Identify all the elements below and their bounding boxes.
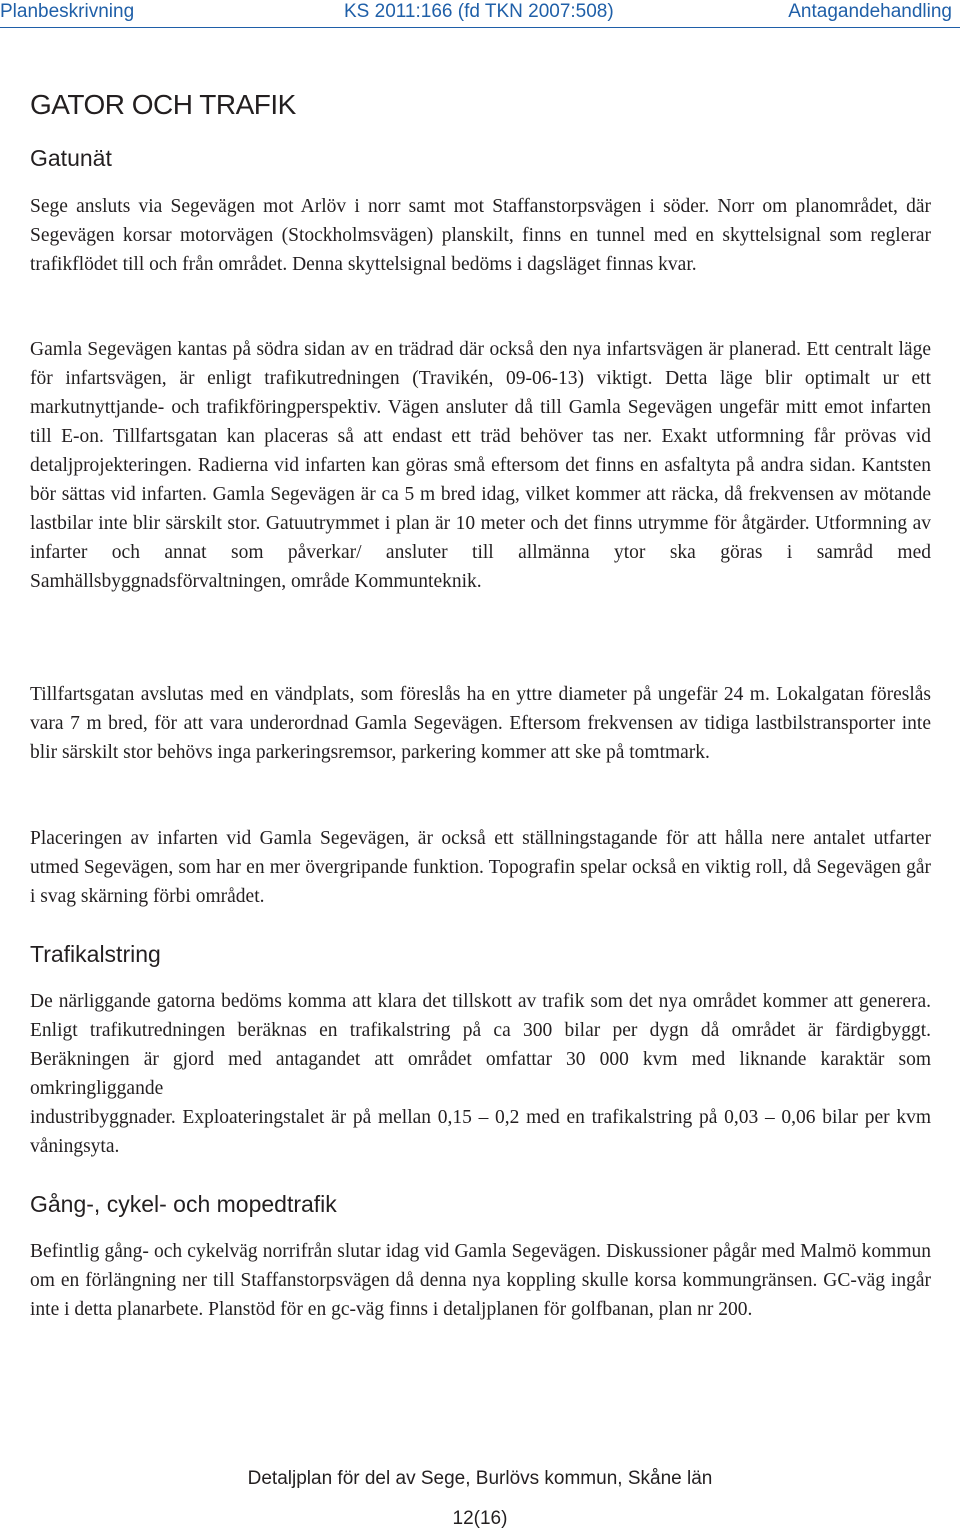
footer-title: Detaljplan för del av Sege, Burlövs kommun, Skåne län xyxy=(247,1468,713,1489)
heading-gang-cykel: Gång-, cykel- och mopedtrafik xyxy=(30,1191,337,1217)
header-status: Antagandehandling xyxy=(788,1,952,22)
paragraph-gatunat-1: Sege ansluts via Segevägen mot Arlöv i norr samt mot Staffanstorpsvägen i söder. Norr om planområdet, där Segevägen korsar motorvägen (Stockholmsvägen) planskilt, finns en tunnel med en skyttelsignal som reglerar trafikflödet till och från området. Denna skyttelsignal bedöms i dagsläget finnas kvar. xyxy=(30,196,931,275)
paragraph-gatunat-4: Placeringen av infarten vid Gamla Segevägen, är också ett ställningstagande för att hålla nere antalet utfarter utmed Segevägen, som har en mer övergripande funktion. Topografin spelar också en viktig roll, då Segevägen går i svag skärning förbi området. xyxy=(30,828,931,907)
footer-page-number: 12(16) xyxy=(452,1508,508,1529)
heading-trafikalstring: Trafikalstring xyxy=(30,941,161,967)
paragraph-gatunat-2: Gamla Segevägen kantas på södra sidan av en trädrad där också den nya infartsvägen är planerad. Ett centralt läge för infartsvägen, är enligt trafikutredningen (Travikén, 09-06-13) viktigt. Detta läge blir optimalt ur ett markutnyttjande- och trafikföringperspektiv. Vägen ansluter då till Gamla Segevägen ungefär mitt emot infarten till E-on. Tillfartsgatan kan placeras så att endast ett träd behöver tas ner. Exakt utformning får prövas vid detaljprojekteringen. Radierna vid infarten kan göras små eftersom det finns en asfaltyta på andra sidan. Kantsten bör sättas vid infarten. Gamla Segevägen är ca 5 m bred idag, vilket kommer att räcka, då frekvensen av mötande lastbilar inte blir särskilt stor. Gatuutrymmet i plan är 10 meter och det finns utrymme för åtgärder. Utformning av infarter och annat som påverkar/ ansluter till allmänna ytor ska göras i samråd med Samhällsbyggnadsförvaltningen, område Kommunteknik. xyxy=(30,339,931,592)
header-case-number: KS 2011:166 (fd TKN 2007:508) xyxy=(344,1,614,22)
heading-gatunat: Gatunät xyxy=(30,145,112,171)
section-title: GATOR OCH TRAFIK xyxy=(30,89,296,120)
header-document-type: Planbeskrivning xyxy=(0,1,135,22)
paragraph-trafikalstring-1: De närliggande gatorna bedöms komma att klara det tillskott av trafik som det nya området kommer att generera. Enligt trafikutredningen beräknas en trafikalstring på ca 300 bilar per dygn då området är färdigbyggt. Beräkningen är gjord med antagandet att området omfattar 30 000 kvm med liknande karaktär som omkringliggande xyxy=(30,991,931,1099)
paragraph-gatunat-3: Tillfartsgatan avslutas med en vändplats, som föreslås ha en yttre diameter på ungefär 24 m. Lokalgatan föreslås vara 7 m bred, för att vara underordnad Gamla Segevägen. Eftersom frekvensen av tidiga lastbilstransporter inte blir särskilt stor behövs inga parkeringsremsor, parkering kommer att ske på tomtmark. xyxy=(30,684,931,763)
page-header xyxy=(0,0,960,24)
paragraph-gang-cykel-1: Befintlig gång- och cykelväg norrifrån slutar idag vid Gamla Segevägen. Diskussioner pågår med Malmö kommun om en förlängning ner till Staffanstorpsvägen då denna nya koppling skulle korsa kommungränsen. GC-väg ingår inte i detta planarbete. Planstöd för en gc-väg finns i detaljplanen för golfbanan, plan nr 200. xyxy=(30,1241,931,1320)
header-divider xyxy=(0,27,960,28)
paragraph-trafikalstring-2: industribyggnader. Exploateringstalet är på mellan 0,15 – 0,2 med en trafikalstring på 0,03 – 0,06 bilar per kvm våningsyta. xyxy=(30,1107,931,1157)
